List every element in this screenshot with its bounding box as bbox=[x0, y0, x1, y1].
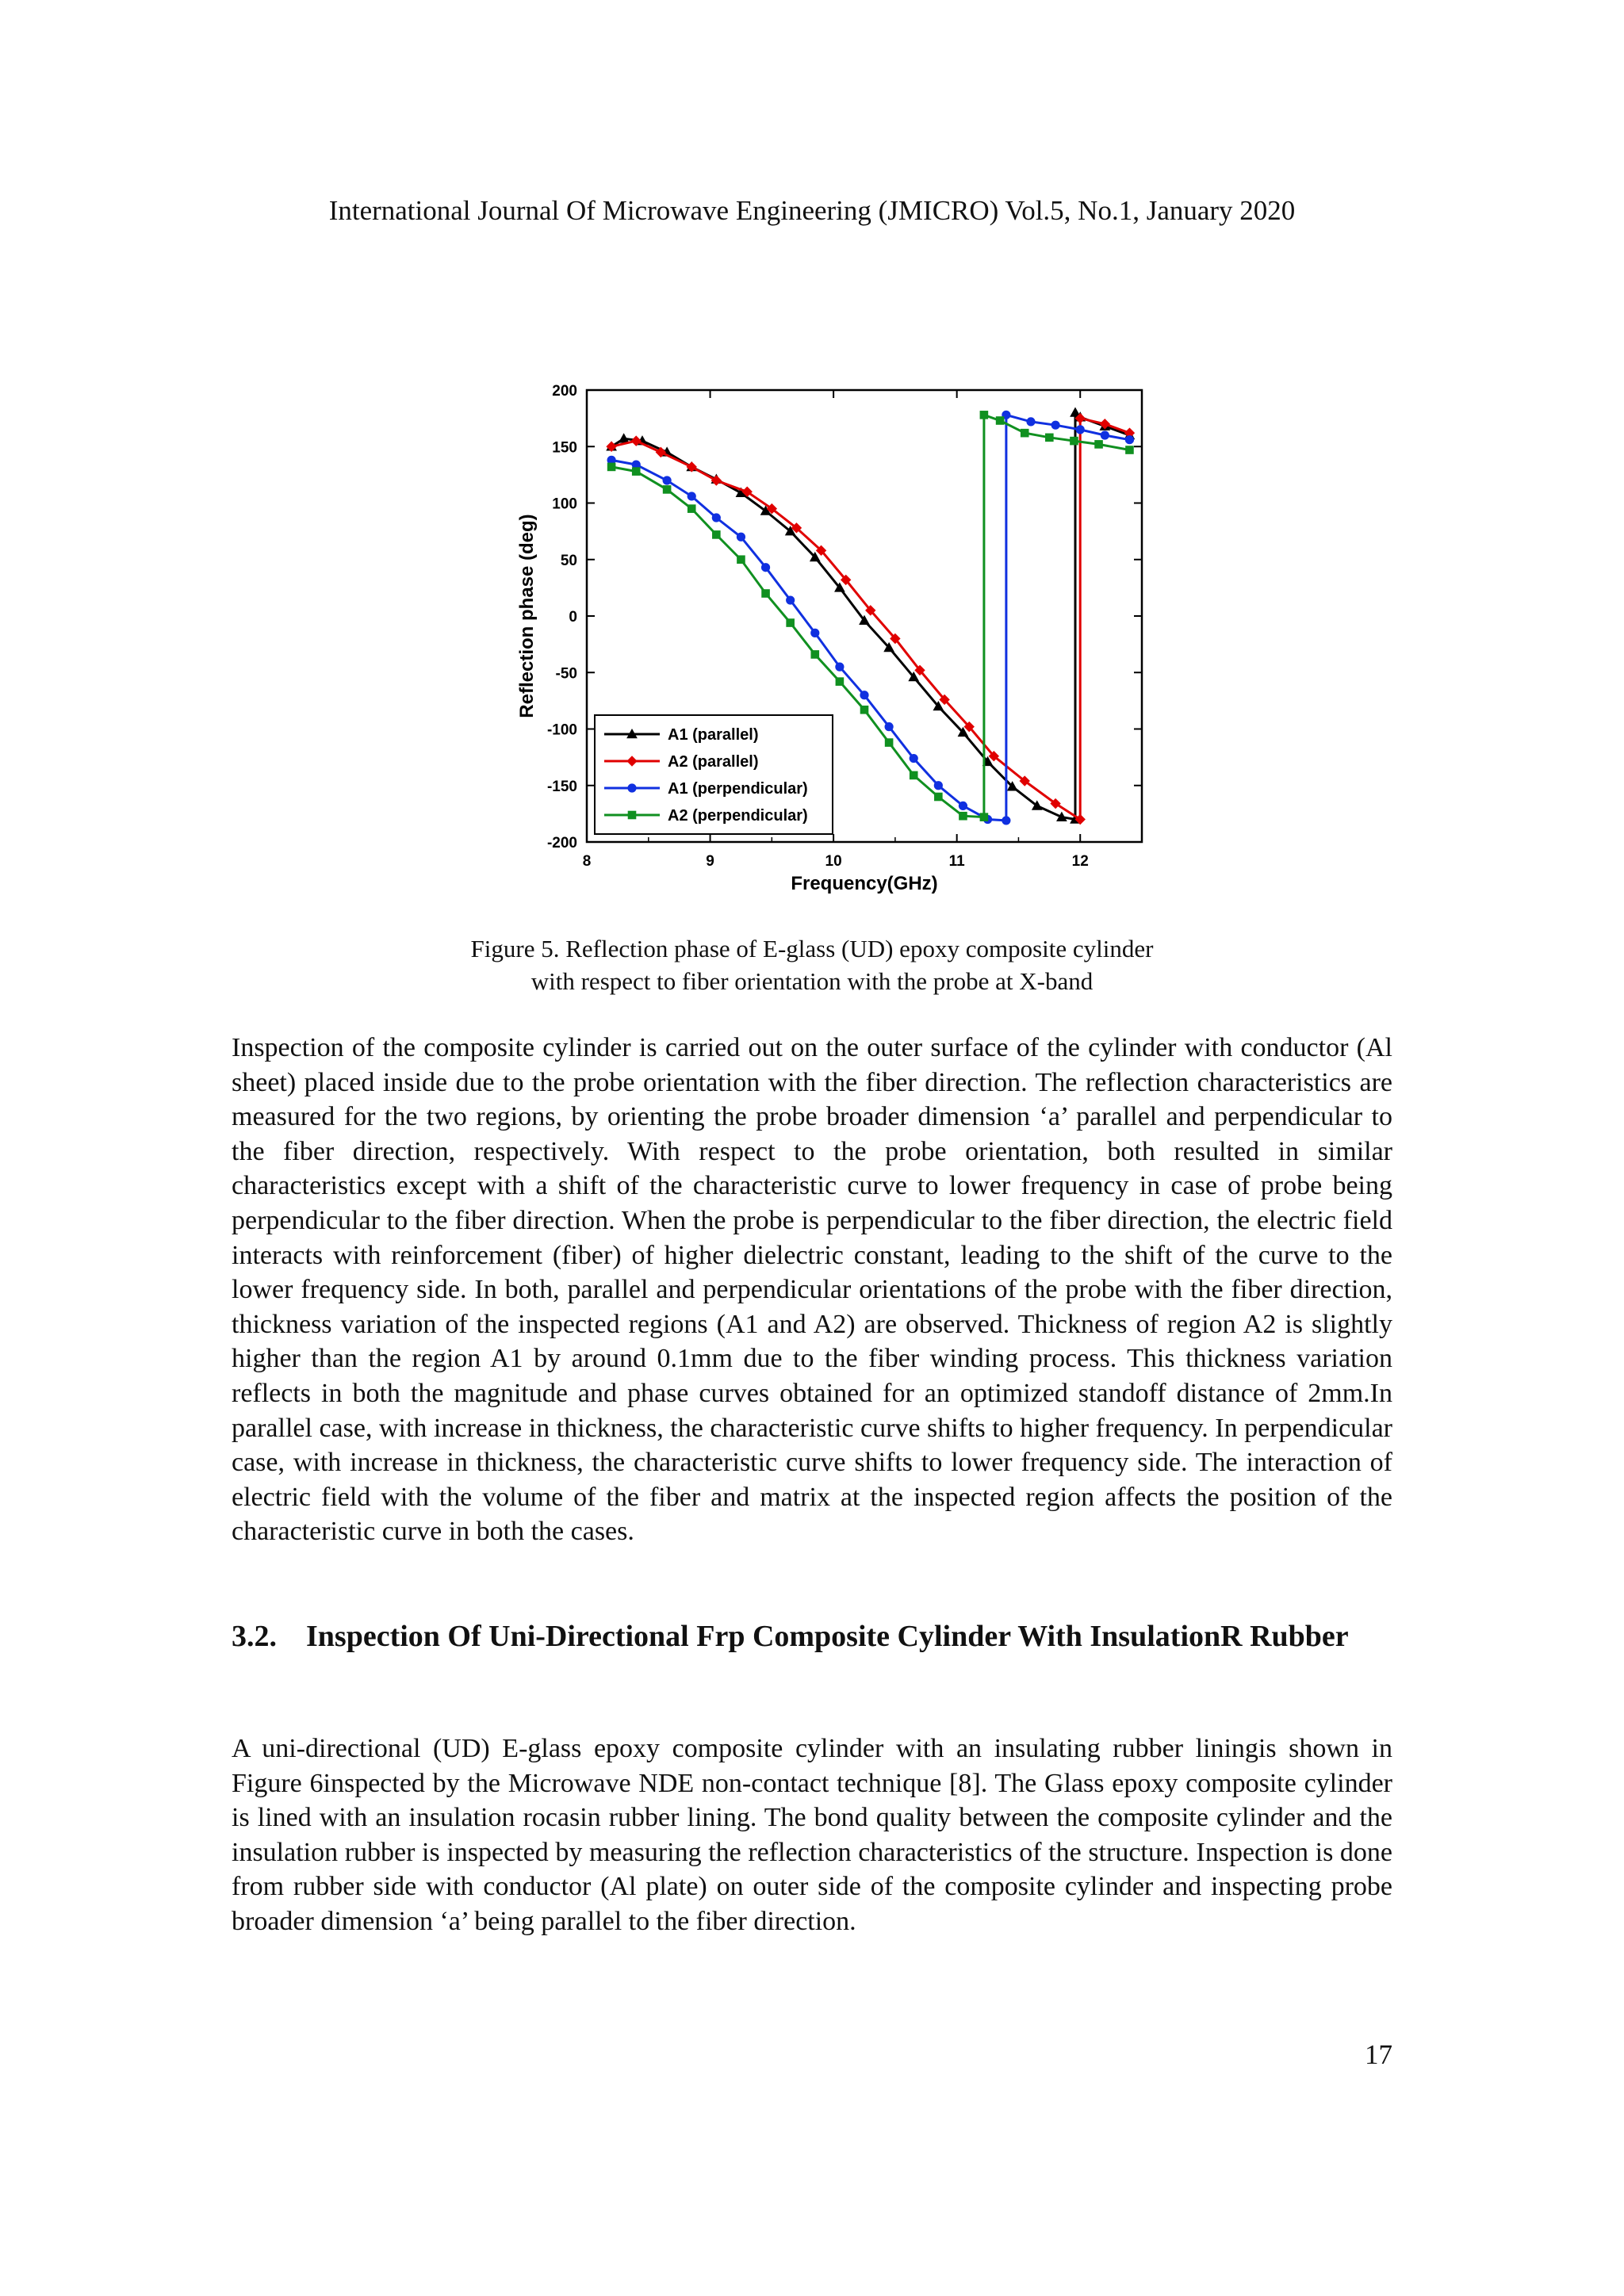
data-point bbox=[996, 417, 1004, 425]
data-point bbox=[762, 590, 770, 598]
body-paragraph-2: A uni-directional (UD) E-glass epoxy composite cylinder with an insulating rubber liningis shown in Figure 6inspected by the Microwave NDE non-contact technique [8]. The Glass epoxy composite cylinder is lined with an insulation rocasin rubber lining. The bond quality between the composite cylinder and the insulation rubber is inspected by measuring the reflection characteristics of the structure. Inspection is done from rubber side with conductor (Al plate) on outer side of the composite cylinder and inspecting probe broader dimension ‘a’ being parallel to the fiber direction. bbox=[232, 1734, 1392, 1936]
data-point bbox=[1101, 431, 1109, 439]
x-tick-label: 8 bbox=[582, 853, 592, 870]
legend-label: A2 (parallel) bbox=[668, 753, 759, 771]
chart-legend bbox=[595, 715, 833, 834]
data-point bbox=[934, 782, 942, 790]
data-point bbox=[1046, 434, 1054, 442]
data-point bbox=[910, 754, 917, 762]
data-point bbox=[628, 784, 636, 792]
y-axis-label: Reflection phase (deg) bbox=[516, 514, 538, 718]
y-tick-label: -50 bbox=[555, 665, 577, 683]
data-point bbox=[1021, 429, 1028, 437]
section-number: 3.2. bbox=[232, 1620, 277, 1653]
data-point bbox=[787, 619, 795, 627]
data-point bbox=[885, 739, 893, 747]
data-point bbox=[1027, 418, 1035, 426]
caption-line-1: Figure 5. Reflection phase of E-glass (UD) epoxy composite cylinder bbox=[470, 935, 1154, 962]
data-point bbox=[959, 812, 967, 820]
data-point bbox=[737, 533, 745, 541]
x-axis-label: Frequency(GHz) bbox=[791, 873, 938, 894]
y-tick-label: -150 bbox=[546, 778, 577, 795]
data-point bbox=[663, 476, 671, 484]
body-paragraph-1: Inspection of the composite cylinder is carried out on the outer surface of the cylinder with conductor (Al sheet) placed inside due to the probe orientation with the fiber direction. The reflection characteristics are measured for the two regions, by orienting the probe broader dimension ‘a’ parallel and perpendicular to the fiber direction, respectively. With respect to the probe orientation, both resulted in similar characteristics except with a shift of the characteristic curve to lower frequency in case of probe being perpendicular to the fiber direction. When the probe is perpendicular to the fiber direction, the electric field interacts with reinforcement (fiber) of higher dielectric constant, leading to the shift of the curve to the lower frequency side. In both, parallel and perpendicular orientations of the probe with the fiber direction, thickness variation of the inspected regions (A1 and A2) are observed. Thickness of region A2 is slightly higher than the region A1 by around 0.1mm due to the fiber winding process. This thickness variation reflects in both the magnitude and phase curves obtained for an optimized standoff distance of 2mm.In parallel case, with increase in thickness, the characteristic curve shifts to higher frequency. In perpendicular case, with increase in thickness, the characteristic curve shifts to lower frequency side. The interaction of electric field with the volume of the fiber and matrix at the inspected region affects the position of the characteristic curve in both the cases. bbox=[232, 1033, 1392, 1547]
data-point bbox=[712, 514, 720, 522]
legend-label: A2 (perpendicular) bbox=[668, 807, 808, 825]
data-point bbox=[980, 411, 988, 419]
x-tick-label: 9 bbox=[706, 853, 714, 870]
data-point bbox=[1002, 817, 1010, 825]
page-number: 17 bbox=[1365, 2039, 1392, 2070]
chart-canvas bbox=[508, 366, 1174, 905]
data-point bbox=[1071, 437, 1078, 445]
data-point bbox=[959, 802, 967, 809]
data-point bbox=[811, 629, 819, 637]
data-point bbox=[910, 771, 917, 779]
data-point bbox=[737, 556, 745, 564]
section-heading bbox=[232, 1617, 1392, 1655]
data-point bbox=[1126, 446, 1134, 454]
x-tick-label: 12 bbox=[1071, 853, 1089, 870]
data-point bbox=[860, 691, 868, 699]
data-point bbox=[836, 678, 844, 686]
legend-label: A1 (parallel) bbox=[668, 726, 759, 744]
data-point bbox=[1125, 436, 1133, 444]
data-point bbox=[860, 706, 868, 714]
data-point bbox=[1076, 426, 1084, 434]
data-point bbox=[761, 564, 769, 572]
data-point bbox=[713, 531, 721, 539]
data-point bbox=[663, 486, 671, 494]
data-point bbox=[688, 505, 695, 513]
data-point bbox=[811, 651, 819, 659]
y-tick-label: 50 bbox=[560, 552, 577, 569]
data-point bbox=[1051, 421, 1059, 429]
data-point bbox=[980, 813, 988, 821]
data-point bbox=[1095, 441, 1103, 449]
section-title: Inspection Of Uni-Directional Frp Composite Cylinder With InsulationR Rubber bbox=[306, 1620, 1349, 1653]
data-point bbox=[935, 793, 943, 801]
figure-caption bbox=[0, 932, 1624, 997]
x-tick-label: 11 bbox=[948, 853, 965, 870]
x-tick-label: 10 bbox=[825, 853, 842, 870]
data-point bbox=[607, 463, 615, 471]
data-point bbox=[688, 492, 695, 500]
running-header: International Journal Of Microwave Engineering (JMICRO) Vol.5, No.1, January 2020 bbox=[328, 195, 1296, 226]
data-point bbox=[885, 723, 893, 731]
y-tick-label: -200 bbox=[546, 835, 577, 851]
caption-line-2: with respect to fiber orientation with the probe at X-band bbox=[530, 967, 1094, 995]
y-tick-label: -100 bbox=[546, 721, 577, 739]
y-tick-label: 200 bbox=[552, 383, 577, 400]
data-point bbox=[836, 663, 844, 671]
data-point bbox=[787, 596, 795, 604]
legend-label: A1 (perpendicular) bbox=[668, 780, 808, 798]
data-point bbox=[632, 468, 640, 476]
reflection-phase-chart bbox=[508, 366, 1174, 905]
y-tick-label: 100 bbox=[552, 496, 577, 513]
y-tick-label: 0 bbox=[569, 609, 577, 626]
data-point bbox=[628, 811, 636, 819]
y-tick-label: 150 bbox=[552, 439, 577, 457]
